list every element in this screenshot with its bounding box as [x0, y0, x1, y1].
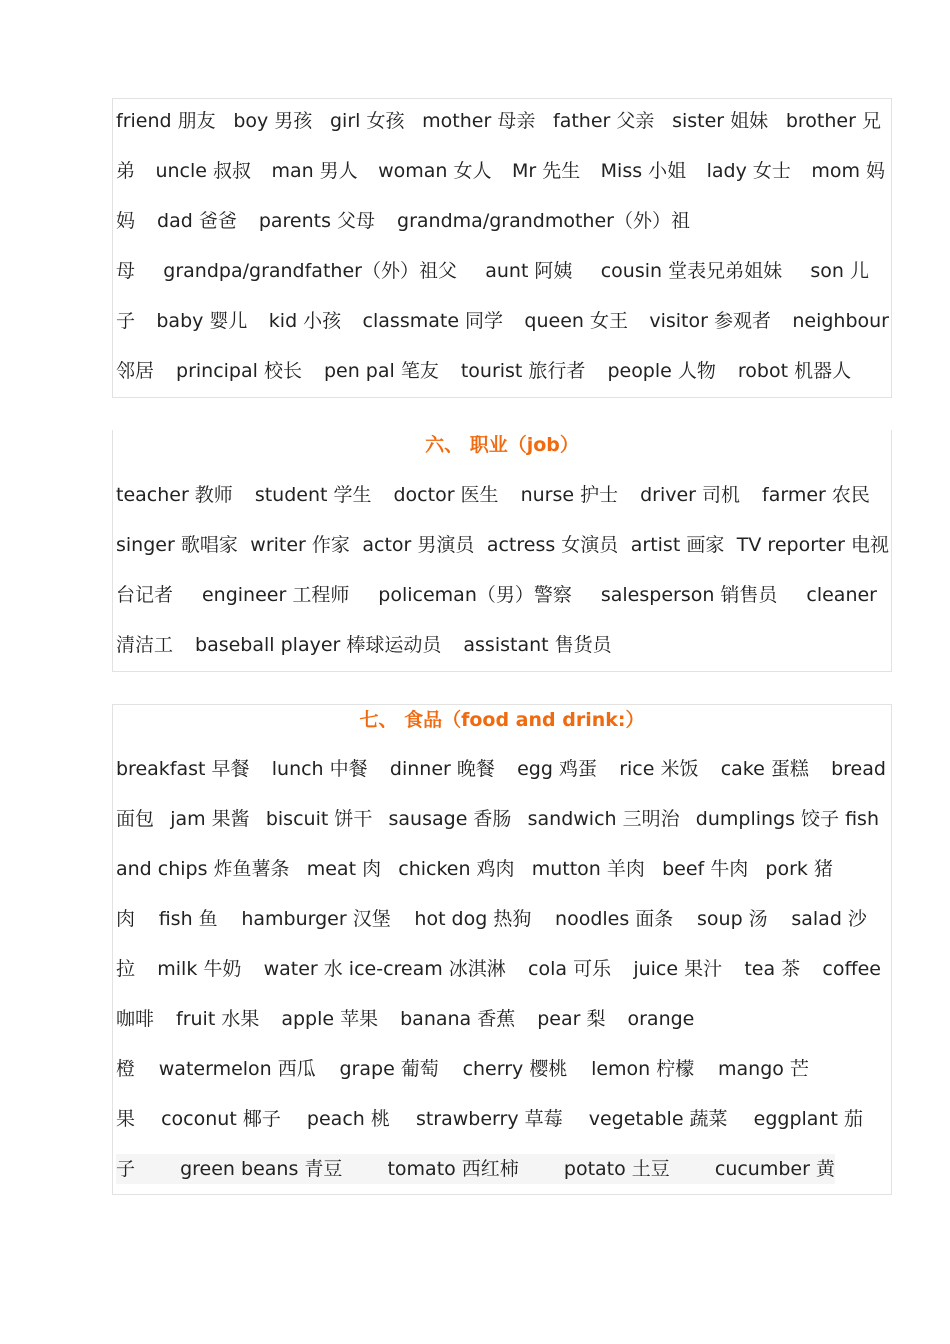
jobs-line-2	[116, 530, 889, 560]
vocab-word: green beans 青豆	[180, 1158, 343, 1180]
vocab-word: noodles 面条	[555, 908, 674, 930]
food-line-3	[116, 854, 833, 884]
vocab-word: fish 鱼	[158, 908, 218, 930]
vocab-word: coffee	[822, 958, 881, 980]
vocab-word: mother 母亲	[422, 110, 536, 132]
vocab-word: mango 芒	[718, 1058, 809, 1080]
people-line-6	[116, 356, 891, 386]
vocab-word: rice 米饭	[619, 758, 699, 780]
jobs-line-3	[116, 580, 877, 610]
vocab-word: Miss 小姐	[600, 160, 687, 182]
vocab-word: water 水 ice-cream 冰淇淋	[263, 958, 506, 980]
vocab-word: lunch 中餐	[271, 758, 368, 780]
vocab-word: sandwich 三明治	[527, 808, 680, 830]
vocab-word: man 男人	[271, 160, 358, 182]
vocab-word: pen pal 笔友	[323, 360, 439, 382]
vocab-word: dinner 晚餐	[389, 758, 495, 780]
vocab-word: nurse 护士	[520, 484, 619, 506]
vocab-word: potato 土豆	[563, 1158, 670, 1180]
vocab-word: tea 茶	[744, 958, 801, 980]
vocab-word: cake 蛋糕	[720, 758, 809, 780]
people-line-5	[116, 306, 889, 336]
vocab-word: peach 桃	[306, 1108, 390, 1130]
vocab-word: 妈	[116, 210, 136, 232]
vocab-word: sister 姐妹	[672, 110, 769, 132]
vocab-word: aunt 阿姨	[485, 260, 573, 282]
food-line-1	[116, 754, 886, 784]
vocab-word: principal 校长	[176, 360, 302, 382]
vocab-word: grandma/grandmother（外）祖	[397, 210, 690, 232]
vocab-word: 清洁工	[116, 634, 174, 656]
vocab-word: 邻居	[116, 360, 155, 382]
vocab-word: tourist 旅行者	[460, 360, 586, 382]
vocab-word: meat 肉	[306, 858, 382, 880]
food-line-7	[116, 1054, 809, 1084]
vocab-word: engineer 工程师	[201, 584, 350, 606]
vocab-word: baseball player 棒球运动员	[195, 634, 442, 656]
vocab-word: farmer 农民	[762, 484, 870, 506]
vocab-word: 弟	[116, 160, 136, 182]
vocab-word: boy 男孩	[233, 110, 313, 132]
vocab-word: mom 妈	[811, 160, 885, 182]
vocab-word: apple 苹果	[281, 1008, 379, 1030]
vocab-word: son 儿	[810, 260, 869, 282]
vocab-word: lady 女士	[706, 160, 791, 182]
vocab-word: strawberry 草莓	[415, 1108, 563, 1130]
vocab-word: fruit 水果	[176, 1008, 260, 1030]
vocab-word: egg 鸡蛋	[517, 758, 597, 780]
vocab-word: assistant 售货员	[463, 634, 612, 656]
vocab-word: juice 果汁	[633, 958, 723, 980]
vocab-word: bread	[831, 758, 886, 780]
vocab-word: salesperson 销售员	[600, 584, 778, 606]
vocab-word: jam 果酱	[170, 808, 250, 830]
jobs-section-title: 六、 职业（job）	[425, 434, 579, 456]
vocab-word: girl 女孩	[329, 110, 405, 132]
vocab-word: breakfast 早餐	[116, 758, 250, 780]
food-line-8	[116, 1104, 863, 1134]
vocab-word: 母	[116, 260, 136, 282]
vocab-word: 肉	[116, 908, 136, 930]
vocab-word: hamburger 汉堡	[241, 908, 391, 930]
vocab-word: policeman（男）警察	[378, 584, 572, 606]
vocab-word: writer 作家	[250, 534, 350, 556]
vocab-word: uncle 叔叔	[155, 160, 251, 182]
vocab-word: 橙	[116, 1058, 136, 1080]
vocab-word: lemon 柠檬	[591, 1058, 695, 1080]
vocab-word: and chips 炸鱼薯条	[116, 858, 290, 880]
vocab-word: banana 香蕉	[400, 1008, 516, 1030]
vocab-word: robot 机器人	[737, 360, 852, 382]
vocab-word: cola 可乐	[528, 958, 612, 980]
food-line-6	[116, 1004, 891, 1034]
vocab-word: classmate 同学	[362, 310, 504, 332]
people-line-2	[116, 156, 885, 186]
vocab-word: 台记者	[116, 584, 174, 606]
vocab-word: pork 猪	[765, 858, 833, 880]
vocab-word: Mr 先生	[511, 160, 581, 182]
vocab-word: coconut 椰子	[161, 1108, 281, 1130]
vocab-word: parents 父母	[258, 210, 376, 232]
people-line-1	[116, 106, 881, 136]
jobs-line-1	[116, 480, 891, 510]
vocab-word: eggplant 茄	[753, 1108, 863, 1130]
food-line-2	[116, 804, 879, 834]
vocab-word: hot dog 热狗	[414, 908, 532, 930]
vocab-word: baby 婴儿	[156, 310, 248, 332]
jobs-line-4	[116, 630, 891, 660]
vocab-word: pear 梨	[537, 1008, 606, 1030]
people-vocabulary-box	[112, 98, 892, 398]
vocab-word: teacher 教师	[116, 484, 233, 506]
food-line-4	[116, 904, 867, 934]
vocab-word: 子	[116, 1158, 136, 1180]
vocab-word: actress 女演员	[486, 534, 619, 556]
vocab-word: 拉	[116, 958, 136, 980]
vocab-word: cucumber 黄	[714, 1158, 835, 1180]
vocab-word: mutton 羊肉	[531, 858, 645, 880]
vocab-word: orange	[627, 1008, 695, 1030]
vocab-word: watermelon 西瓜	[158, 1058, 316, 1080]
vocab-word: 面包	[116, 808, 155, 830]
vocab-word: singer 歌唱家	[116, 534, 238, 556]
vocab-word: 咖啡	[116, 1008, 155, 1030]
vocab-word: father 父亲	[553, 110, 655, 132]
food-vocabulary-box	[112, 704, 892, 1195]
vocab-word: driver 司机	[640, 484, 741, 506]
vocab-word: tomato 西红柿	[387, 1158, 519, 1180]
vocab-word: vegetable 蔬菜	[588, 1108, 728, 1130]
vocab-word: dumplings 饺子 fish	[695, 808, 879, 830]
vocab-word: actor 男演员	[362, 534, 475, 556]
vocab-word: visitor 参观者	[649, 310, 771, 332]
vocab-word: doctor 医生	[393, 484, 499, 506]
food-section-title: 七、 食品（food and drink:）	[359, 709, 645, 731]
vocab-word: cleaner	[806, 584, 877, 606]
vocab-word: 果	[116, 1108, 136, 1130]
vocab-word: artist 画家	[630, 534, 725, 556]
food-line-5	[116, 954, 881, 984]
people-line-3	[116, 206, 891, 236]
vocab-word: woman 女人	[378, 160, 492, 182]
vocab-word: cousin 堂表兄弟姐妹	[600, 260, 783, 282]
vocab-word: milk 牛奶	[157, 958, 242, 980]
vocab-word: neighbour	[792, 310, 889, 332]
vocab-word: friend 朋友	[116, 110, 216, 132]
vocab-word: grape 葡萄	[339, 1058, 439, 1080]
vocab-word: TV reporter 电视	[736, 534, 889, 556]
vocab-word: student 学生	[254, 484, 372, 506]
vocab-word: soup 汤	[697, 908, 768, 930]
vocab-word: queen 女王	[524, 310, 628, 332]
vocab-word: people 人物	[607, 360, 716, 382]
people-line-4	[116, 256, 869, 286]
vocab-word: salad 沙	[791, 908, 867, 930]
vocab-word: dad 爸爸	[157, 210, 237, 232]
jobs-vocabulary-box	[112, 430, 892, 672]
vocab-word: kid 小孩	[268, 310, 342, 332]
vocab-word: beef 牛肉	[662, 858, 749, 880]
vocab-word: brother 兄	[785, 110, 881, 132]
vocab-word: 子	[116, 310, 136, 332]
vocab-word: chicken 鸡肉	[398, 858, 515, 880]
vocab-word: biscuit 饼干	[265, 808, 373, 830]
vocab-word: sausage 香肠	[388, 808, 512, 830]
vocab-word: cherry 樱桃	[462, 1058, 568, 1080]
food-line-9	[116, 1154, 835, 1184]
vocab-word: grandpa/grandfather（外）祖父	[163, 260, 457, 282]
